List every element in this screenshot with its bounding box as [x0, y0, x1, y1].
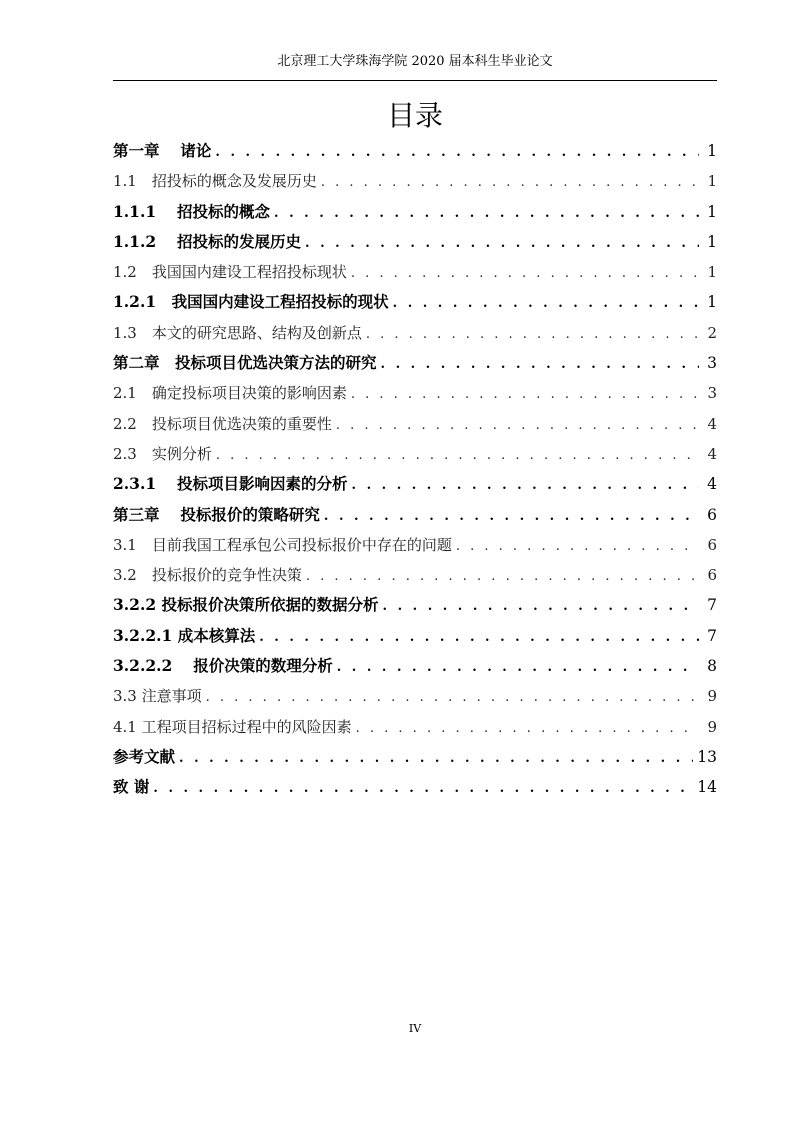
toc-entry[interactable] [113, 136, 717, 166]
toc-entry[interactable] [113, 500, 717, 530]
toc-entry-title: 参考文献 [113, 746, 176, 766]
toc-entry-page: 1 [707, 202, 717, 221]
dot-leader [351, 380, 699, 408]
toc-entry-title: 3.1 目前我国工程承包公司投标报价中存在的问题 [113, 535, 452, 554]
toc-entry[interactable] [113, 651, 717, 681]
toc-entry-page: 7 [707, 626, 717, 645]
dot-leader [153, 774, 693, 802]
dot-leader [352, 471, 699, 499]
dot-leader [306, 562, 699, 590]
toc-entry-page: 4 [707, 475, 717, 494]
dot-leader [383, 592, 699, 620]
page-number: IV [408, 1022, 422, 1035]
dot-leader [206, 683, 699, 711]
toc-entry-title: 致 谢 [113, 777, 150, 797]
dot-leader [274, 199, 699, 227]
toc-entry-page: 7 [707, 596, 717, 615]
toc-entry[interactable] [113, 227, 717, 257]
toc-entry-title: 3.2.2.2 报价决策的数理分析 [113, 656, 333, 676]
dot-leader [216, 441, 699, 469]
toc-entry-page: 4 [707, 444, 717, 463]
toc-entry-title: 2.3.1 投标项目影响因素的分析 [113, 474, 348, 494]
toc-entry-title: 第一章 诸论 [113, 141, 212, 160]
dot-leader [324, 502, 699, 530]
toc-entry-page: 1 [707, 263, 717, 282]
toc-entry-title: 2.2 投标项目优选决策的重要性 [113, 414, 332, 433]
toc-entry-title: 3.2 投标报价的竞争性决策 [113, 566, 302, 585]
toc-entry-title: 2.3 实例分析 [113, 444, 212, 463]
dot-leader [259, 623, 699, 651]
dot-leader [366, 320, 699, 348]
toc-entry-page: 2 [707, 323, 717, 342]
toc-entry-title: 3.2.2 投标报价决策所依据的数据分析 [113, 595, 379, 615]
toc-entry-page: 1 [707, 232, 717, 251]
toc-entry-title: 2.1 确定投标项目决策的影响因素 [113, 384, 347, 403]
dot-leader [351, 259, 699, 287]
toc-entry-page: 1 [707, 172, 717, 191]
toc-entry-page: 13 [697, 747, 717, 766]
toc-entry[interactable] [113, 409, 717, 439]
toc-entry-title: 1.3 本文的研究思路、结构及创新点 [113, 323, 362, 342]
toc-entry[interactable] [113, 469, 717, 499]
toc-entry-title: 1.2 我国国内建设工程招投标现状 [113, 263, 347, 282]
dot-leader [381, 350, 699, 378]
toc-entry-title: 3.3 注意事项 [113, 687, 202, 706]
toc-entry-title: 1.2.1 我国国内建设工程招投标的现状 [113, 292, 389, 312]
dot-leader [215, 138, 699, 166]
dot-leader [393, 289, 699, 317]
toc-entry[interactable] [113, 257, 717, 287]
toc-entry-page: 3 [707, 354, 717, 373]
toc-entry[interactable] [113, 287, 717, 317]
toc-entry[interactable] [113, 378, 717, 408]
toc-entry[interactable] [113, 590, 717, 620]
toc-entry[interactable] [113, 560, 717, 590]
toc-entry[interactable] [113, 439, 717, 469]
toc-entry-title: 第三章 投标报价的策略研究 [113, 504, 320, 524]
toc-entry-page: 9 [707, 717, 717, 736]
toc-entry[interactable] [113, 772, 717, 802]
toc-entry-title: 1.1 招投标的概念及发展历史 [113, 172, 317, 191]
running-header: 北京理工大学珠海学院 2020 届本科生毕业论文 [277, 54, 553, 69]
toc-entry-page: 14 [697, 778, 717, 797]
header-divider [113, 80, 717, 81]
toc-entry[interactable] [113, 712, 717, 742]
toc-entry-title: 1.1.2 招投标的发展历史 [113, 231, 302, 251]
toc-entry-page: 1 [707, 293, 717, 312]
toc-entry-title: 第二章 投标项目优选决策方法的研究 [113, 353, 377, 373]
dot-leader [305, 229, 699, 257]
dot-leader [456, 532, 699, 560]
dot-leader [179, 744, 693, 772]
toc-entry[interactable] [113, 166, 717, 196]
toc-entry[interactable] [113, 197, 717, 227]
toc-entry-page: 8 [707, 657, 717, 676]
toc-entry[interactable] [113, 348, 717, 378]
dot-leader [321, 168, 699, 196]
toc-entry-page: 3 [707, 384, 717, 403]
toc-entry-page: 9 [707, 687, 717, 706]
toc-entry-page: 1 [707, 142, 717, 160]
toc-entry[interactable] [113, 530, 717, 560]
toc-entry[interactable] [113, 318, 717, 348]
toc-entry[interactable] [113, 621, 717, 651]
dot-leader [337, 653, 699, 681]
toc-entry-page: 6 [707, 566, 717, 585]
toc-entry-title: 1.1.1 招投标的概念 [113, 201, 271, 221]
toc-entry-title: 4.1 工程项目招标过程中的风险因素 [113, 717, 352, 736]
toc-entry-page: 6 [707, 535, 717, 554]
table-of-contents [113, 136, 717, 803]
toc-entry-page: 6 [707, 505, 717, 524]
toc-entry[interactable] [113, 681, 717, 711]
toc-entry[interactable] [113, 742, 717, 772]
page-title: 目录 [386, 99, 443, 132]
dot-leader [356, 714, 699, 742]
toc-entry-page: 4 [707, 414, 717, 433]
toc-entry-title: 3.2.2.1 成本核算法 [113, 625, 256, 645]
dot-leader [336, 411, 699, 439]
